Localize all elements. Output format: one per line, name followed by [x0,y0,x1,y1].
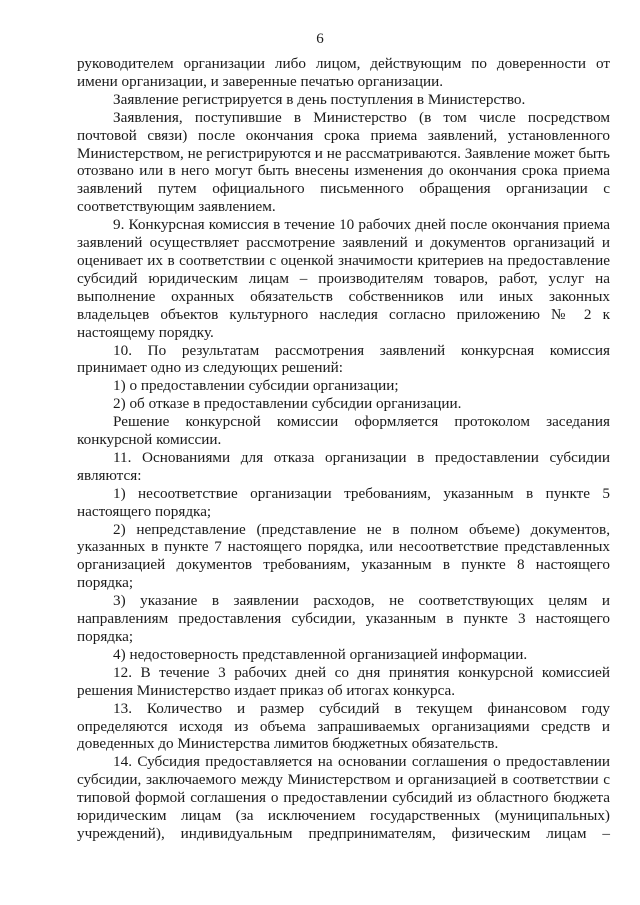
paragraph: 14. Субсидия предоставляется на основании соглашения о предоставлении субсидии, заключаемого между Министерством и организацией в соответствии с типовой формой соглашения о предоставлении субсидий из областного бюджета юридическим лицам (за исключением государственных (муниципальных) учреждений), индивидуальным предпринимателям, физическим лицам – [77,753,610,842]
paragraph: 2) об отказе в предоставлении субсидии организации. [113,395,462,413]
paragraph: 4) недостоверность представленной организацией информации. [113,645,528,663]
page-number: 6 [316,31,324,47]
paragraph: 9. Конкурсная комиссия в течение 10 рабочих дней после окончания приема заявлений осуществляет рассмотрение заявлений и документов организаций и оценивает их в соответствии с оценкой значимости критериев на предоставление субсидий юридическим лицам – производителям товаров, работ, услуг на выполнение охранных обязательств собственников или иных законных владельцев объектов культурного наследия согласно приложению № 2 к настоящему порядку. [77,216,610,341]
paragraph: Заявления, поступившие в Министерство (в том числе посредством почтовой связи) после окончания срока приема заявлений, установленного Министерством, не регистрируются и не рассматриваются. Заявление может быть отозвано или в него могут быть внесены изменения до окончания срока приема заявлений путем официального письменного обращения организации с соответствующим заявлением. [77,108,610,216]
paragraph: 10. По результатам рассмотрения заявлений конкурсная комиссия принимает одно из следующих решений: [77,341,610,377]
paragraph: 2) непредставление (представление не в полном объеме) документов, указанных в пункте 7 настоящего порядка, или несоответствие представленных организацией документов требованиям, указанным в пункте 8 настоящего порядка; [77,520,610,592]
paragraph: 3) указание в заявлении расходов, не соответствующих целям и направлениям предоставления субсидии, указанным в пункте 3 настоящего порядка; [77,592,610,645]
document-body [77,55,610,843]
paragraph: Заявление регистрируется в день поступления в Министерство. [113,90,526,108]
paragraph: 11. Основаниями для отказа организации в предоставлении субсидии являются: [77,448,610,484]
paragraph: руководителем организации либо лицом, действующим по доверенности от имени организации, и заверенные печатью организации. [77,55,610,90]
paragraph: 1) несоответствие организации требованиям, указанным в пункте 5 настоящего порядка; [77,484,610,520]
paragraph: 12. В течение 3 рабочих дней со дня принятия конкурсной комиссией решения Министерство издает приказ об итогах конкурса. [77,663,610,699]
paragraph: 1) о предоставлении субсидии организации; [113,377,399,395]
paragraph: 13. Количество и размер субсидий в текущем финансовом году определяются исходя из объема запрашиваемых организациями средств и доведенных до Министерства лимитов бюджетных обязательств. [77,699,610,753]
paragraph: Решение конкурсной комиссии оформляется протоколом заседания конкурсной комиссии. [77,413,610,449]
